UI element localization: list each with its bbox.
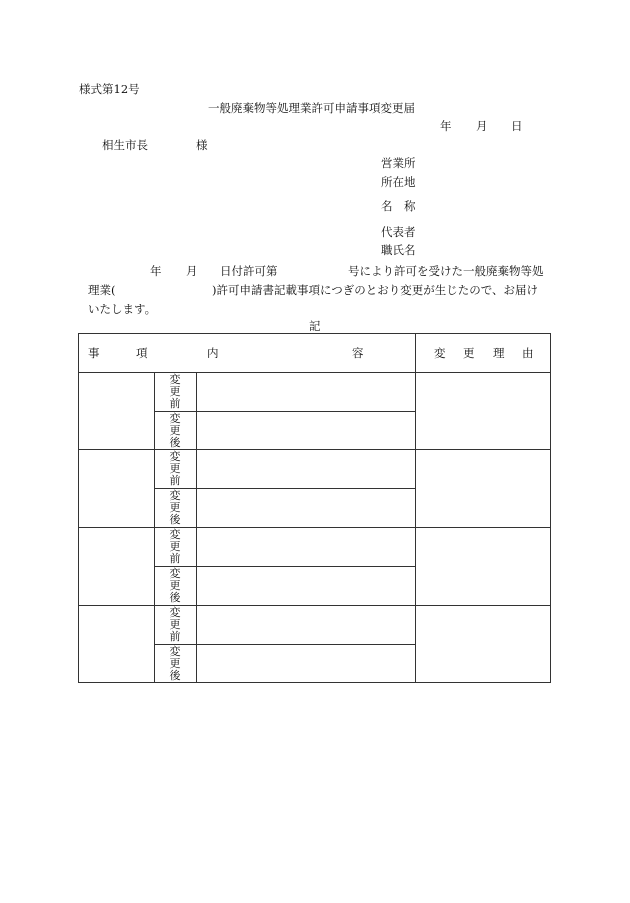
ki-mark: 記	[309, 319, 321, 333]
body-line2-b: )許可申請書記載事項につぎのとおり変更が生じたので、お届け	[212, 283, 539, 297]
before-label	[168, 529, 182, 565]
after-char: 変	[169, 412, 181, 425]
before-char: 変	[169, 373, 181, 386]
addressee-honorific: 様	[196, 138, 208, 152]
body-day-permit: 日付許可第	[220, 264, 278, 278]
addressee-name: 相生市長	[102, 138, 148, 152]
representative-label-2: 職氏名	[381, 243, 416, 257]
after-char: 変	[169, 489, 181, 502]
body-month: 月	[186, 264, 198, 278]
before-char: 更	[169, 618, 181, 631]
header-reason-4: 由	[522, 346, 534, 360]
after-label	[168, 646, 182, 682]
before-label	[168, 607, 182, 643]
form-number: 様式第12号	[79, 82, 140, 96]
after-label	[168, 413, 182, 449]
column-divider	[415, 333, 416, 683]
before-char: 前	[169, 474, 181, 487]
after-char: 更	[169, 501, 181, 514]
before-after-divider	[154, 488, 415, 489]
after-char: 更	[169, 424, 181, 437]
after-char: 更	[169, 657, 181, 670]
before-label	[168, 451, 182, 487]
after-char: 後	[169, 669, 181, 682]
before-char: 更	[169, 462, 181, 475]
before-char: 更	[169, 385, 181, 398]
after-char: 後	[169, 513, 181, 526]
row-divider	[78, 605, 551, 606]
page-title: 一般廃棄物等処理業許可申請事項変更届	[208, 101, 415, 115]
body-line3: いたします。	[88, 302, 157, 316]
body-line2-a: 理業(	[88, 283, 116, 297]
after-char: 変	[169, 567, 181, 580]
header-content-1: 内	[207, 346, 219, 360]
after-char: 後	[169, 436, 181, 449]
header-content-2: 容	[352, 346, 364, 360]
after-label	[168, 490, 182, 526]
address-label: 所在地	[381, 175, 416, 189]
after-char: 後	[169, 591, 181, 604]
office-label: 営業所	[381, 156, 416, 170]
after-char: 変	[169, 645, 181, 658]
date-year: 年	[440, 119, 452, 133]
header-reason-3: 理	[493, 346, 505, 360]
after-label	[168, 568, 182, 604]
column-divider	[154, 372, 155, 683]
table-border-right	[550, 333, 551, 683]
body-number-suffix: 号により許可を受けた一般廃棄物等処	[348, 264, 544, 278]
header-item-2: 項	[136, 346, 148, 360]
table-border-bottom	[78, 682, 551, 683]
before-char: 変	[169, 606, 181, 619]
body-year: 年	[150, 264, 162, 278]
before-char: 前	[169, 397, 181, 410]
date-month: 月	[476, 119, 488, 133]
representative-label-1: 代表者	[381, 225, 416, 239]
header-item-1: 事	[88, 346, 100, 360]
name-label: 名 称	[381, 199, 416, 213]
header-reason-1: 変	[434, 346, 446, 360]
before-after-divider	[154, 644, 415, 645]
before-char: 前	[169, 630, 181, 643]
before-char: 更	[169, 540, 181, 553]
before-label	[168, 374, 182, 410]
before-char: 変	[169, 528, 181, 541]
table-header-bottom	[78, 372, 551, 373]
row-divider	[78, 527, 551, 528]
table-border-left	[78, 333, 79, 683]
before-after-divider	[154, 566, 415, 567]
change-table	[78, 333, 551, 683]
column-divider	[196, 372, 197, 683]
before-after-divider	[154, 411, 415, 412]
before-char: 前	[169, 552, 181, 565]
after-char: 更	[169, 579, 181, 592]
header-reason-2: 更	[463, 346, 475, 360]
date-day: 日	[511, 119, 523, 133]
row-divider	[78, 449, 551, 450]
table-border-top	[78, 333, 551, 334]
before-char: 変	[169, 450, 181, 463]
